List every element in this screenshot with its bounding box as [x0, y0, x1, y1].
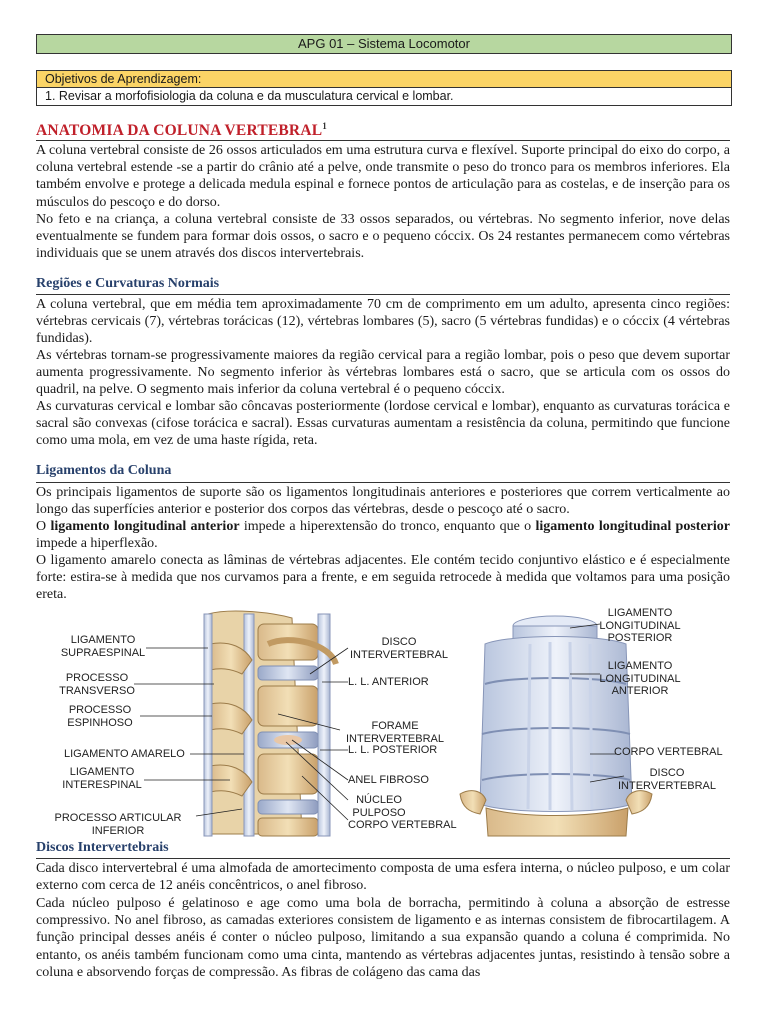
label-spinous-process: PROCESSO ESPINHOSO: [67, 704, 133, 729]
label-intervertebral-foramen: FORAME INTERVERTEBRAL: [345, 720, 444, 745]
label-intervertebral-disc-right: DISCO INTERVERTEBRAL: [617, 767, 716, 792]
text-run: impede a hiperflexão.: [36, 536, 158, 552]
label-ll-anterior: L. L. ANTERIOR: [348, 676, 429, 688]
footnote-mark: 1: [322, 121, 327, 131]
label-vertebral-body: CORPO VERTEBRAL: [348, 819, 457, 831]
label-inferior-articular-process: PROCESSO ARTICULAR INFERIOR: [54, 812, 182, 837]
objectives-item: 1. Revisar a morfofisiologia da coluna e da musculatura cervical e lombar.: [45, 89, 454, 103]
ligaments-rule: [36, 482, 730, 483]
label-annulus-fibrosus: ANEL FIBROSO: [348, 774, 429, 786]
anatomy-rule: [36, 140, 730, 141]
discs-paragraph-1: Cada disco intervertebral é uma almofada de amortecimento composta de uma esfera interna, o núcleo pulposo, e um colar externo com cerca de 12 anéis concêntricos, o anel fibroso.: [36, 861, 730, 894]
ligaments-heading: Ligamentos da Coluna: [36, 463, 172, 478]
regions-heading: Regiões e Curvaturas Normais: [36, 276, 220, 291]
label-supraspinal-ligament: LIGAMENTO SUPRAESPINAL: [60, 634, 146, 659]
ligaments-paragraph-3: O ligamento amarelo conecta as lâminas de vértebras adjacentes. Ele contém tecido conjuntivo elástico e é especialmente forte: estira-se à medida que nos curvamos para a frente, e em seguida retrocede à medida que voltamos para uma posição ereta.: [36, 553, 730, 603]
label-vertebral-body-right: CORPO VERTEBRAL: [614, 746, 723, 758]
regions-paragraph-2: As vértebras tornam-se progressivamente maiores da região cervical para a região lombar, pois o peso que devem suportar aumenta progressivamente. No segmento inferior às vértebras lombares está o sacro, que se articula com os ossos do quadril, na pelve. O segmento mais inferior da coluna vertebral é o pequeno cóccix.: [36, 348, 730, 398]
objectives-box: [36, 70, 732, 106]
label-posterior-longitudinal-ligament: LIGAMENTO LONGITUDINAL POSTERIOR: [599, 607, 681, 644]
document-header: [36, 34, 732, 54]
label-ligamentum-flavum: LIGAMENTO AMARELO: [64, 748, 185, 760]
anatomy-paragraph-1: A coluna vertebral consiste de 26 ossos articulados em uma estrutura curva e flexível. Suporte principal do eixo do corpo, a coluna vertebral estende -se a partir do crânio até a pelve, onde transmite o peso do tronco para os membros inferiores. Ela também envolve e protege a delicada medula espinal e fornece pontos de articulação para as costelas, e de inserção para os músculos do pescoço e do dorso.: [36, 143, 730, 210]
label-nucleus-pulposus: NÚCLEO PULPOSO: [352, 794, 406, 819]
document-title: APG 01 – Sistema Locomotor: [298, 36, 470, 51]
bold-term-posterior: ligamento longitudinal posterior: [535, 519, 730, 534]
discs-paragraph-2: Cada núcleo pulposo é gelatinoso e age como uma bola de borracha, permitindo à coluna a absorção de estresse compressivo. No anel fibroso, as camadas exteriores consistem de ligamento e as internas consistem de fibrocartilagem. A função principal desses anéis é conter o núcleo pulposo, limitando a sua expansão quando a coluna é comprimida. No entanto, os anéis também funcionam como uma cinta, mantendo as vértebras adjacentes juntas, resistindo à tensão sobre a coluna e absorvendo forças de compressão. As fibras de colágeno das cama das: [36, 896, 730, 980]
text-run: O: [36, 519, 51, 534]
ligaments-paragraph-1: Os principais ligamentos de suporte são os ligamentos longitudinais anteriores e posteriores que correm verticalmente ao longo das superfícies anterior e posterior dos corpos das vértebras, desde o pescoço até o sacro.: [36, 485, 730, 518]
anterior-column-drawing: [460, 616, 652, 836]
anatomy-heading: [36, 121, 327, 140]
bold-term-anterior: ligamento longitudinal anterior: [50, 519, 240, 534]
ligaments-paragraph-2: [36, 518, 730, 552]
label-interspinous-ligament: LIGAMENTO INTERESPINAL: [62, 766, 142, 791]
label-ll-posterior: L. L. POSTERIOR: [348, 744, 438, 756]
regions-paragraph-3: As curvaturas cervical e lombar são côncavas posteriormente (lordose cervical e lombar), enquanto as curvaturas torácica e sacral são convexas (cifose torácica e sacral). Essas curvaturas aumentam a resistência da coluna, permitindo que funcione como uma mola, em vez de uma haste rígida, reta.: [36, 399, 730, 449]
label-anterior-longitudinal-ligament: LIGAMENTO LONGITUDINAL ANTERIOR: [599, 660, 681, 697]
discs-rule: [36, 858, 730, 859]
regions-rule: [36, 294, 730, 295]
regions-paragraph-1: A coluna vertebral, que em média tem aproximadamente 70 cm de comprimento em um adulto, apresenta cinco regiões: vértebras cervicais (7), vértebras torácicas (12), vértebras lombares (5), sacro (5 vértebras fundidas) e o cóccix (4 vértebras fundidas).: [36, 297, 730, 347]
discs-heading: Discos Intervertebrais: [36, 840, 169, 855]
text-run: impede a hiperextensão do tronco, enquanto que o: [239, 519, 536, 534]
spine-ligaments-figure: [30, 604, 736, 838]
objectives-title: Objetivos de Aprendizagem:: [37, 71, 731, 88]
anatomy-paragraph-2: No feto e na criança, a coluna vertebral consiste de 33 ossos separados, ou vértebras. No segmento inferior, nove delas eventualmente se fundem para formar dois ossos, o sacro e o pequeno cóccix. Os 24 restantes permanecem como vértebras individuais que se unem através dos discos intervertebrais.: [36, 212, 730, 262]
label-transverse-process: PROCESSO TRANSVERSO: [59, 672, 135, 697]
anatomy-heading-text: ANATOMIA DA COLUNA VERTEBRAL: [36, 122, 323, 140]
label-intervertebral-disc: DISCO INTERVERTEBRAL: [349, 636, 448, 661]
